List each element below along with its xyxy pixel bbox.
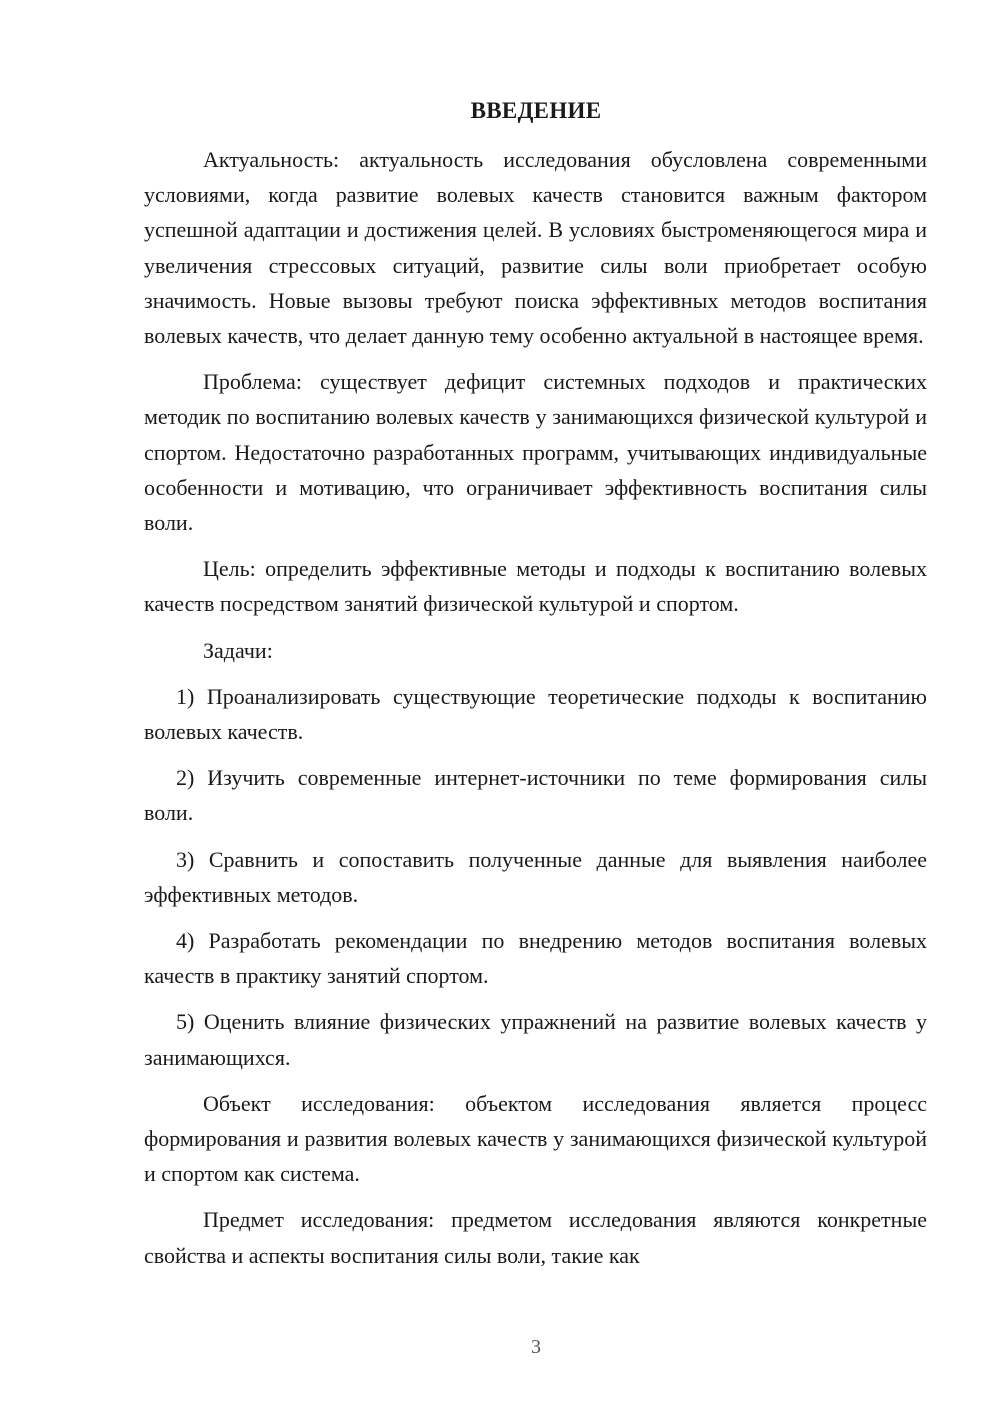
page-title: ВВЕДЕНИЕ: [470, 98, 602, 123]
task-item-5: 5) Оценить влияние физических упражнений на развитие волевых качеств у занимающихся.: [144, 1009, 927, 1070]
paragraph-tasks-heading: Задачи:: [203, 637, 273, 663]
paragraph-problem: Проблема: существует дефицит системных подходов и практических методик по воспитанию волевых качеств у занимающихся физической культурой и спортом. Недостаточно разработанных программ, учитывающих индивидуальные особенности и мотивацию, что ограничивает эффективность воспитания силы воли.: [144, 369, 927, 536]
document-body: [144, 142, 927, 1284]
task-item-2: 2) Изучить современные интернет-источники по теме формирования силы воли.: [144, 765, 927, 826]
task-item-4: 4) Разработать рекомендации по внедрению методов воспитания волевых качеств в практику занятий спортом.: [144, 928, 927, 989]
paragraph-relevance: Актуальность: актуальность исследования обусловлена современными условиями, когда развитие волевых качеств становится важным фактором успешной адаптации и достижения целей. В условиях быстроменяющегося мира и увеличения стрессовых ситуаций, развитие силы воли приобретает особую значимость. Новые вызовы требуют поиска эффективных методов воспитания волевых качеств, что делает данную тему особенно актуальной в настоящее время.: [144, 147, 927, 349]
task-item-3: 3) Сравнить и сопоставить полученные данные для выявления наиболее эффективных методов.: [144, 846, 927, 907]
page-number: 3: [531, 1336, 541, 1358]
paragraph-subject: Предмет исследования: предметом исследования являются конкретные свойства и аспекты воспитания силы воли, такие как: [144, 1207, 927, 1268]
paragraph-object: Объект исследования: объектом исследования является процесс формирования и развития волевых качеств у занимающихся физической культурой и спортом как система.: [144, 1090, 927, 1187]
task-item-1: 1) Проанализировать существующие теоретические подходы к воспитанию волевых качеств.: [144, 683, 927, 745]
paragraph-goal: Цель: определить эффективные методы и подходы к воспитанию волевых качеств посредством занятий физической культурой и спортом.: [144, 556, 927, 617]
